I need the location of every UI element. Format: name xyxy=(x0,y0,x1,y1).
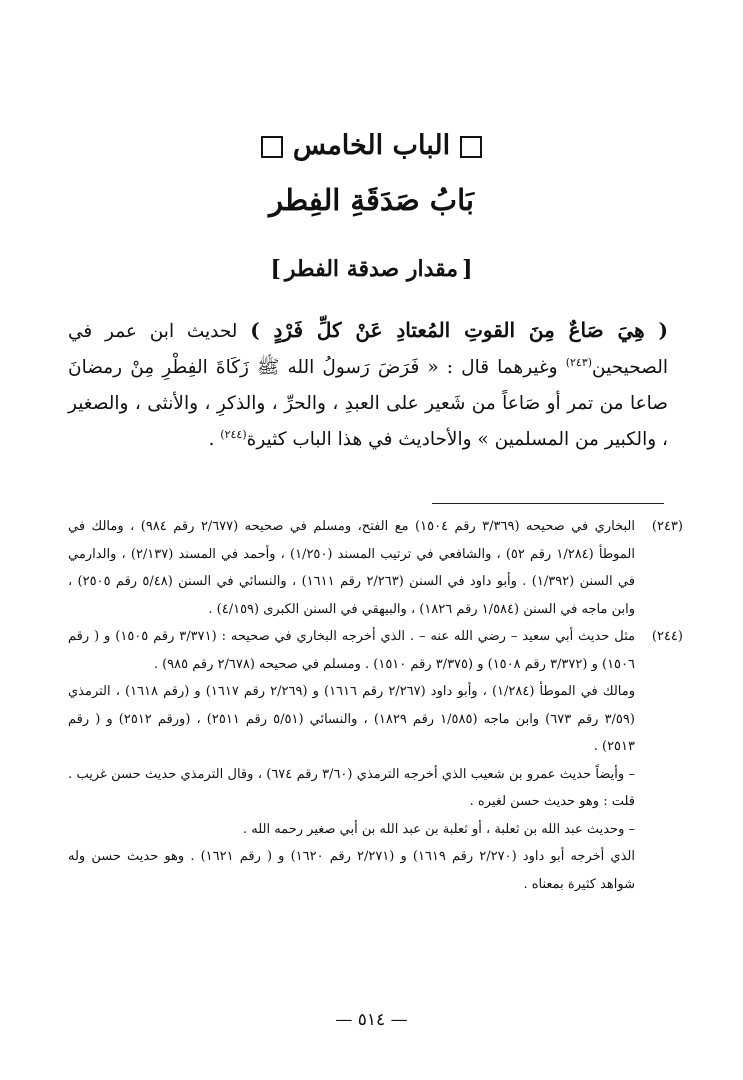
matn-text: ( هِيَ صَاعٌ مِنَ القوتِ المُعتادِ عَنْ كلِّ فَرْدٍ ) xyxy=(250,318,668,342)
footnote-ref-243: (٢٤٣) xyxy=(565,355,593,369)
footnote-separator xyxy=(432,503,664,504)
footnotes xyxy=(68,513,683,898)
square-ornament-icon xyxy=(261,136,283,158)
footnote-paragraph: مثل حديث أبي سعيد – رضي الله عنه – . الذي أخرجه البخاري في صحيحه : (٣/٣٧١ رقم ١٥٠٥) و ( رقم ١٥٠٦) و (٣/٣٧٢ رقم ١٥٠٨) و (٣/٣٧٥ رقم ١٥١٠) . ومسلم في صحيحه (٢/٦٧٨ رقم ٩٨٥) . xyxy=(68,629,635,672)
footnote-paragraph: – وحديث عبد الله بن ثعلبة ، أو ثعلبة بن عبد الله بن أبي صغير رحمه الله . xyxy=(242,821,635,837)
square-ornament-icon xyxy=(460,136,482,158)
chapter-title xyxy=(0,126,743,166)
section-heading-text: مقدار صدقة الفطر xyxy=(284,256,459,282)
body-text-1: لحديث ابن عمر في الصحيحين xyxy=(68,321,668,378)
footnote-body xyxy=(68,513,635,623)
footnote-243 xyxy=(68,513,683,623)
footnote-number: (٢٤٤) xyxy=(651,629,683,644)
chapter-subtitle: بَابُ صَدَقَةِ الفِطر xyxy=(268,183,474,217)
body-text-2: وغيرهما قال : « فَرَضَ رَسولُ الله ﷺ زَكَاةَ الفِطْرِ مِنْ رمضانَ صاعا من تمر أو صَاعاً من شَعير على العبدِ ، والحرِّ ، والذكرِ ، والأنثى ، والصغير ، والكبير من المسلمين » والأحاديث في هذا الباب كثيرة xyxy=(68,357,668,450)
footnote-paragraph: الذي أخرجه أبو داود (٢/٢٧٠ رقم ١٦١٩) و (٢/٢٧١ رقم ١٦٢٠) و ( رقم ١٦٢١) . وهو حديث حسن وله شواهد كثيرة بمعناه . xyxy=(68,849,635,892)
close-bracket: ] xyxy=(270,256,281,282)
footnote-body xyxy=(68,623,635,898)
page-number: — ٥١٤ — xyxy=(335,1010,408,1030)
body-paragraph xyxy=(68,312,668,458)
open-bracket: [ xyxy=(462,256,473,282)
footnote-paragraph: البخاري في صحيحه (٣/٣٦٩ رقم ١٥٠٤) مع الفتح، ومسلم في صحيحه (٢/٦٧٧ رقم ٩٨٤) ، ومالك في الموطأ (١/٢٨٤ رقم ٥٢) ، والشافعي في ترتيب المسند (١/٢٥٠) ، وأحمد في المسند (٢/١٣٧) ، والدارمي في السنن (١/٣٩٢) . وأبو داود في السنن (٢/٢٦٣ رقم ١٦١١) ، والنسائي في السنن (٥/٤٨ رقم ٢٥٠٥) ، وابن ماجه في السنن (١/٥٨٤ رقم ١٨٢٦) ، والبيهقي في السنن الكبرى (٤/١٥٩) . xyxy=(68,519,635,617)
footnote-ref-244: (٢٤٤) xyxy=(220,427,247,441)
section-heading xyxy=(0,252,743,286)
footnote-244 xyxy=(68,623,683,898)
footnote-paragraph: ومالك في الموطأ (١/٢٨٤) ، وأبو داود (٢/٢٦٧ رقم ١٦١٦) و (٢/٢٦٩ رقم ١٦١٧) و (رقم ١٦١٨) ، الترمذي (٣/٥٩ رقم ٦٧٣) وابن ماجه (١/٥٨٥ رقم ١٨٢٩) ، والنسائي (٥/٥١ رقم ٢٥١١) ، (ورقم ٢٥١٢) و ( رقم ٢٥١٣) . xyxy=(68,684,635,754)
footnote-paragraph: – وأيضاً حديث عمرو بن شعيب الذي أخرجه الترمذي (٣/٦٠ رقم ٦٧٤) ، وقال الترمذي حديث حسن غريب . قلت : وهو حديث حسن لغيره . xyxy=(68,766,635,809)
chapter-title-text: الباب الخامس xyxy=(292,130,451,161)
footnote-number: (٢٤٣) xyxy=(651,519,683,534)
body-text-3: . xyxy=(208,429,221,450)
